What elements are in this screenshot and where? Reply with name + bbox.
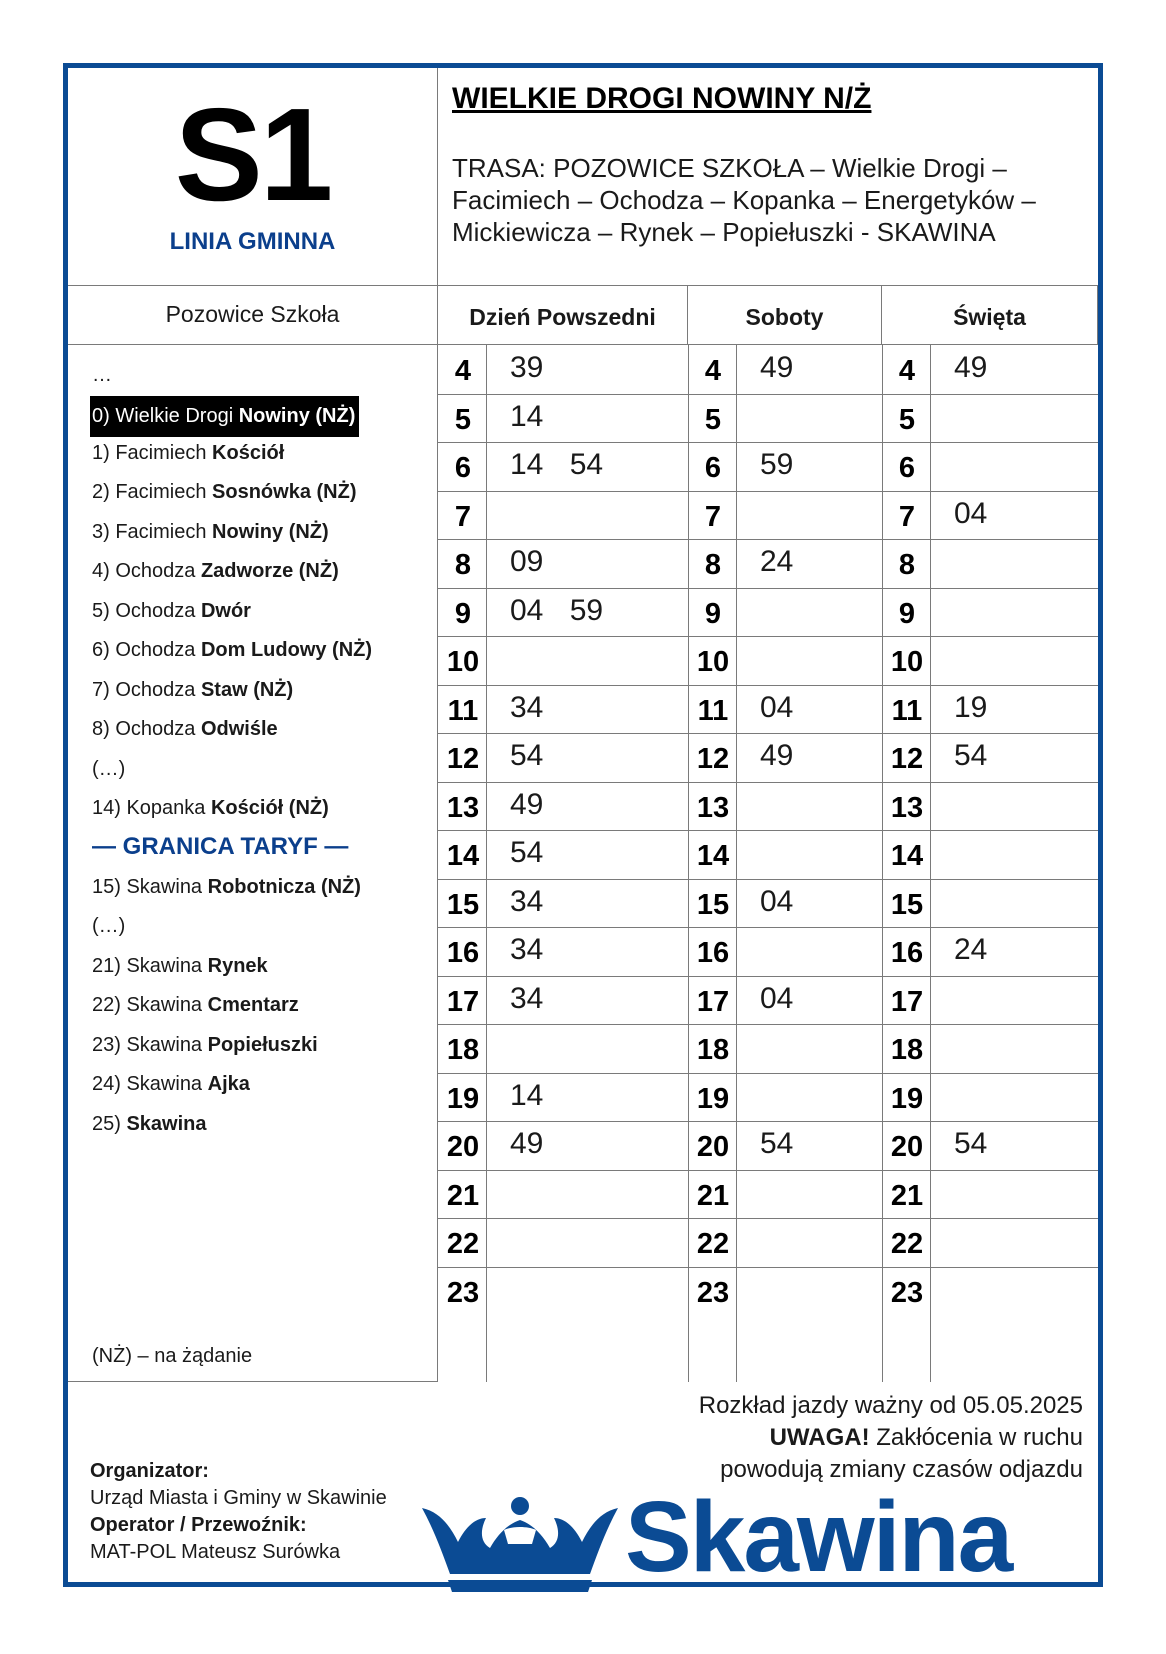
route-description [452,152,1084,248]
hour-cell: 21 [696,1179,730,1212]
stop-prefix: 6) Ochodza [92,639,201,661]
minutes-cell: 54 [510,836,544,869]
hour-cell: 13 [890,791,924,824]
hour-cell: 11 [447,694,479,727]
hour-cell: 16 [446,937,480,969]
row-divider [438,1267,1098,1268]
hour-cell: 17 [890,985,924,1018]
line-subtitle: LINIA GMINNA [169,228,336,255]
direction-title: WIELKIE DROGI NOWINY N/Ż [452,82,872,115]
stop-prefix: 4) Ochodza [92,560,201,582]
row-divider [438,782,1098,783]
hour-cell: 15 [890,888,924,921]
minutes-cell: 49 [760,351,794,384]
minutes-cell: 54 [510,739,544,772]
line-number: S1 [174,81,331,228]
organizer-label: Organizator: [90,1460,209,1482]
stop-prefix: 8) Ochodza [92,718,201,740]
hour-cell: 19 [696,1082,730,1115]
stop-name: Rynek [207,955,268,977]
hour-cell: 19 [446,1082,480,1115]
minutes-cell: 24 [954,933,988,966]
hour-cell: 14 [446,840,480,872]
stop-prefix: 7) Ochodza [92,679,201,701]
row-divider [438,1121,1098,1122]
stop-item [92,1031,318,1059]
hour-cell: 23 [696,1276,730,1309]
stop-prefix: 22) Skawina [92,994,208,1016]
line-badge [68,68,438,286]
valid-from: Rozkład jazdy ważny od 05.05.2025 [698,1392,1083,1419]
hour-cell: 23 [890,1276,924,1309]
minutes-cell: 34 [510,884,544,918]
hour-cell: 20 [696,1131,730,1163]
hour-cell: 11 [891,694,923,727]
hour-cell: 18 [696,1034,730,1066]
stop-name: Skawina [126,1113,207,1135]
organizer-name: Urząd Miasta i Gminy w Skawinie [90,1487,387,1509]
timetable-frame [63,63,1103,1593]
hour-cell: 6 [454,452,472,484]
stop-name: Nowiny (NŻ) [238,405,356,427]
stop-prefix: 3) Facimiech [92,521,213,543]
warning-text: Zakłócenia w ruchu [869,1424,1083,1451]
stop-item [92,597,251,625]
minutes-cell: 34 [510,933,544,966]
hour-cell: 5 [704,403,722,436]
hour-cell: 15 [446,888,480,921]
row-divider [438,491,1098,492]
row-divider [438,927,1098,928]
stop-list [68,345,438,1382]
stop-name: Robotnicza (NŻ) [207,876,361,898]
hour-cell: 9 [454,597,472,630]
stop-item [92,1070,250,1098]
minutes-cell: 49 [760,739,794,772]
hour-cell: 8 [704,549,722,581]
hour-cell: 7 [454,500,472,533]
stop-item [92,636,372,664]
minutes-cell: 59 [760,448,794,481]
route-line: Facimiech – Ochodza – Kopanka – Energetyków – [452,185,1036,215]
hour-cell: 13 [446,791,480,824]
hour-cell: 8 [898,549,916,581]
minutes-cell: 49 [954,351,988,384]
minutes-cell: 04 [760,981,794,1015]
minutes-cell: 54 [760,1127,794,1160]
row-divider [438,1170,1098,1171]
tariff-boundary [92,833,348,861]
hour-cell: 16 [696,937,730,969]
column-header: Soboty [688,286,882,345]
skawina-logo [420,1481,1100,1596]
minutes-cell: 14 54 [510,448,604,481]
hour-cell: 17 [446,985,480,1018]
minutes-cell: 54 [954,739,988,772]
stop-item [92,794,329,822]
hour-cell: 13 [696,791,730,824]
hour-cell: 12 [446,743,480,775]
stop-prefix: 15) Skawina [92,876,208,898]
hour-cell: 20 [446,1131,480,1163]
hour-cell: 10 [696,646,730,678]
minutes-cell: 14 [510,1078,544,1112]
minutes-cell: 49 [510,1127,544,1160]
hour-cell: 5 [898,403,916,436]
minutes-cell: 34 [510,690,544,724]
column-header: Święta [882,286,1098,345]
organizer-info [90,1458,387,1566]
stop-name: Staw (NŻ) [200,679,294,701]
row-divider [438,1218,1098,1219]
hour-cell: 18 [890,1034,924,1066]
hour-cell: 14 [696,840,730,872]
row-divider [438,588,1098,589]
hour-cell: 10 [446,646,480,678]
hour-cell: 4 [704,355,722,387]
minutes-cell: 04 [954,496,988,530]
minutes-cell: 04 [760,690,794,724]
departure-grid [438,286,1098,1382]
hour-cell: 22 [890,1228,924,1260]
minutes-cell: 09 [510,545,544,578]
crown-icon [420,1496,620,1596]
stop-name: Kościół [212,442,285,464]
warning-line-2: powodują zmiany czasów odjazdu [720,1456,1083,1483]
row-divider [438,442,1098,443]
stop-item [92,912,125,940]
stop-name: Dwór [200,600,251,622]
minutes-cell: 49 [510,787,544,821]
stop-item [92,755,125,783]
stop-prefix: (…) [92,915,126,937]
minutes-cell: 39 [510,351,544,384]
row-divider [438,394,1098,395]
minutes-cell: 04 59 [510,593,604,627]
hour-cell: 4 [898,355,916,387]
stop-item [92,557,339,585]
stop-item [92,478,356,506]
legend-on-request: (NŻ) – na żądanie [92,1345,253,1367]
stop-prefix: 25) [92,1113,127,1135]
hour-cell: 16 [890,937,924,969]
hour-cell: 23 [446,1276,480,1309]
stop-prefix: … [92,364,112,386]
stop-item [92,1110,207,1138]
hour-cell: 8 [454,549,472,581]
logo-wordmark: Skawina [625,1481,1012,1593]
row-divider [438,1073,1098,1074]
row-divider [438,539,1098,540]
stop-prefix: 14) Kopanka [92,797,211,819]
hour-cell: 4 [454,355,472,387]
hour-cell: 19 [890,1082,924,1115]
warning-label: UWAGA! [769,1424,870,1451]
stop-name: Cmentarz [207,994,299,1016]
hour-cell: 10 [890,646,924,678]
stop-name: Ajka [207,1073,250,1095]
hour-cell: 12 [696,743,730,775]
stop-name: Sosnówka (NŻ) [212,481,357,503]
stop-prefix: 2) Facimiech [92,481,213,503]
stop-item [92,715,278,743]
stop-prefix: 23) Skawina [92,1034,208,1056]
operator-label: Operator / Przewoźnik: [90,1514,307,1536]
hour-cell: 21 [446,1179,480,1212]
hour-cell: 6 [704,452,722,484]
row-divider [438,879,1098,880]
stop-item [92,676,293,704]
stop-name: Popiełuszki [207,1034,318,1056]
minutes-cell: 14 [510,399,544,433]
hour-cell: 5 [454,403,472,436]
hour-cell: 9 [898,597,916,630]
stop-item [92,991,299,1019]
stop-prefix: 21) Skawina [92,955,208,977]
hour-cell: 15 [696,888,730,921]
row-divider [438,830,1098,831]
row-divider [438,976,1098,977]
stop-name: Nowiny (NŻ) [212,521,329,543]
hour-cell: 20 [890,1131,924,1163]
stop-name: Kościół (NŻ) [210,797,329,819]
row-divider [438,1024,1098,1025]
warning-line [699,1422,1083,1454]
column-header: Dzień Powszedni [438,286,688,345]
hour-cell: 18 [446,1034,480,1066]
route-line: Mickiewicza – Rynek – Popiełuszki - SKAWINA [452,217,996,247]
hour-cell: 22 [696,1228,730,1260]
minutes-cell: 19 [954,690,988,724]
hour-cell: 17 [696,985,730,1018]
hour-cell: 22 [446,1228,480,1260]
tariff-label: — GRANICA TARYF — [92,833,349,860]
stop-item [92,439,284,467]
stop-item [90,396,359,437]
stop-name: Odwiśle [200,718,278,740]
row-divider [438,733,1098,734]
direction-box [438,68,1098,286]
operator-name: MAT-POL Mateusz Surówka [90,1541,341,1563]
stop-item [92,952,268,980]
hour-cell: 14 [890,840,924,872]
row-divider [438,636,1098,637]
stop-item [92,361,112,389]
minutes-cell: 24 [760,545,794,578]
stop-name: Dom Ludowy (NŻ) [200,639,373,661]
stop-prefix: 1) Facimiech [92,442,213,464]
stop-prefix: (…) [92,758,126,780]
minutes-cell: 04 [760,884,794,918]
stop-prefix: 5) Ochodza [92,600,201,622]
minutes-cell: 34 [510,981,544,1015]
stop-prefix: 24) Skawina [92,1073,208,1095]
hour-cell: 7 [704,500,722,533]
minutes-cell: 54 [954,1127,988,1160]
stop-item [92,518,329,546]
stop-prefix: 0) Wielkie Drogi [92,405,239,427]
validity-notice [699,1390,1083,1486]
departure-stop-name: Pozowice Szkoła [68,286,438,345]
row-divider [438,685,1098,686]
stop-item [92,873,361,901]
hour-cell: 11 [697,694,729,727]
hour-cell: 21 [890,1179,924,1212]
hour-cell: 12 [890,743,924,775]
route-line: TRASA: POZOWICE SZKOŁA – Wielkie Drogi – [452,153,1007,183]
hour-cell: 7 [898,500,916,533]
hour-cell: 6 [898,452,916,484]
stop-name: Zadworze (NŻ) [200,560,339,582]
hour-cell: 9 [704,597,722,630]
